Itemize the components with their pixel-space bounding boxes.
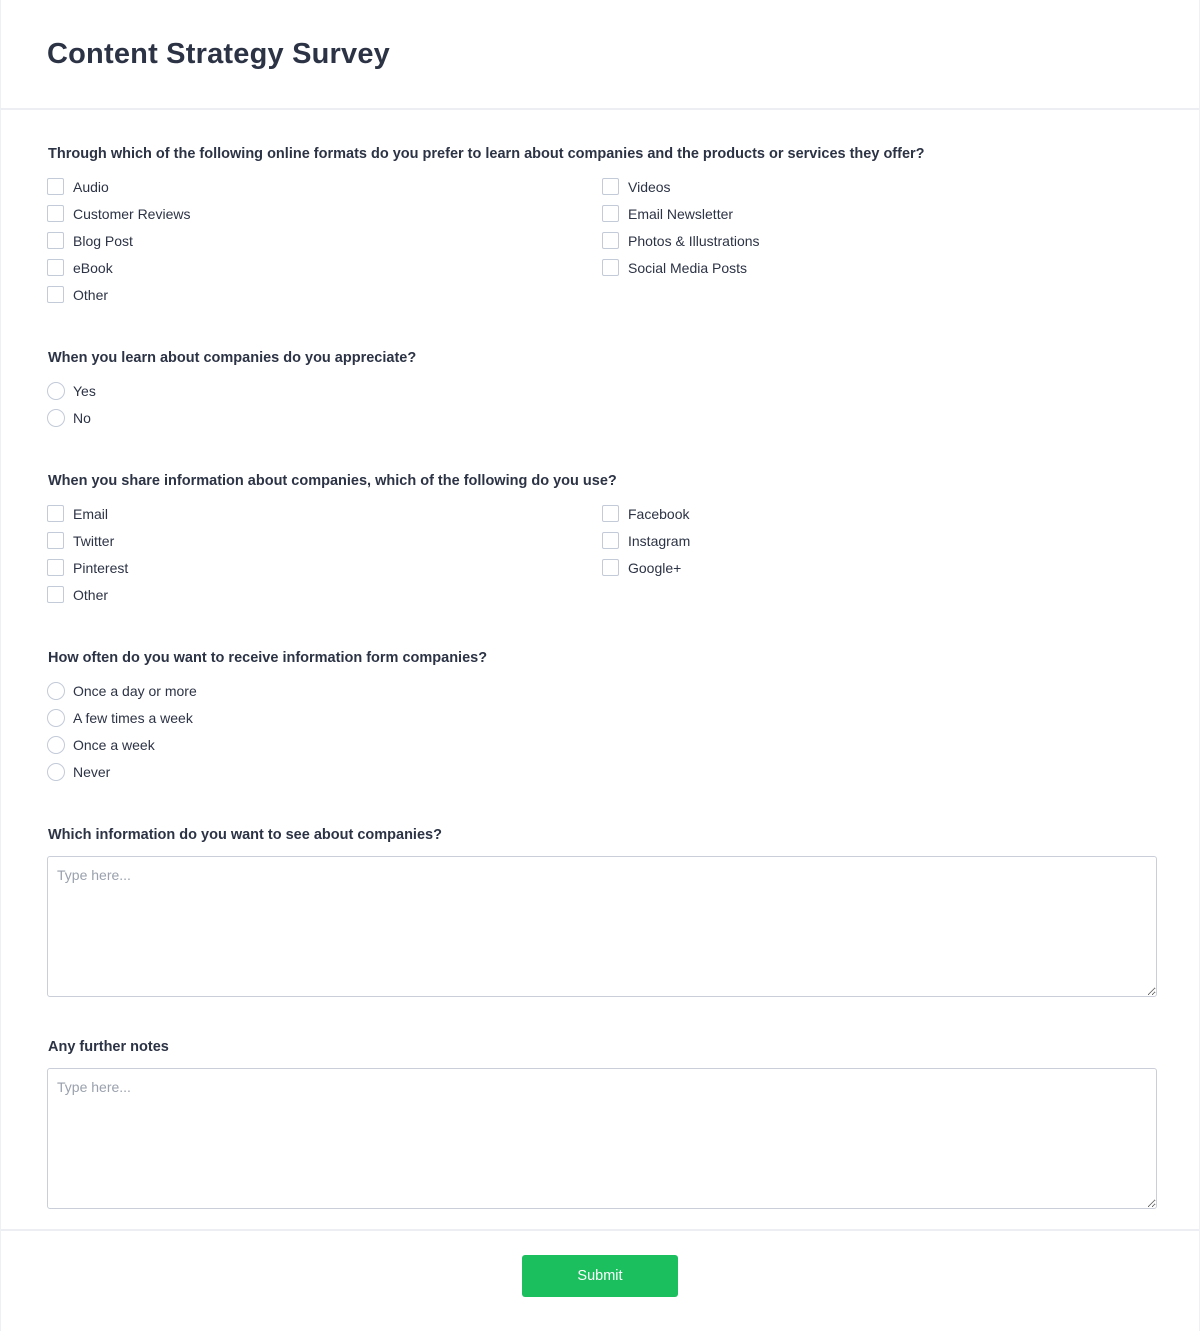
option-label: Instagram [628, 532, 691, 549]
question-information-wanted [47, 825, 1154, 997]
checkbox[interactable] [602, 178, 619, 195]
checkbox[interactable] [47, 286, 64, 303]
checkbox-option[interactable] [47, 254, 602, 281]
checkbox[interactable] [602, 532, 619, 549]
checkbox-option[interactable] [47, 554, 602, 581]
question-frequency [47, 648, 1154, 785]
radio-button[interactable] [47, 736, 65, 754]
checkbox[interactable] [47, 232, 64, 249]
question-further-notes [47, 1037, 1154, 1209]
checkbox[interactable] [47, 505, 64, 522]
question-label: When you learn about companies do you appreciate? [48, 350, 417, 366]
checkbox-option[interactable] [47, 281, 602, 308]
checkbox[interactable] [602, 205, 619, 222]
question-label: When you share information about companies, which of the following do you use? [48, 473, 617, 489]
information-textarea[interactable] [47, 856, 1157, 997]
option-label: Never [73, 763, 111, 780]
option-label: No [73, 409, 91, 426]
checkbox-option[interactable] [47, 227, 602, 254]
checkbox[interactable] [47, 559, 64, 576]
checkbox-option[interactable] [602, 254, 1157, 281]
option-label: Google+ [628, 559, 682, 576]
page-title: Content Strategy Survey [47, 37, 391, 70]
question-label: Through which of the following online formats do you prefer to learn about companies and the products or services they offer? [48, 146, 925, 162]
question-appreciate [47, 348, 1154, 431]
checkbox-option[interactable] [47, 173, 602, 200]
question-online-formats [47, 144, 1154, 308]
option-label: Twitter [73, 532, 115, 549]
option-label: Pinterest [73, 559, 129, 576]
checkbox[interactable] [47, 205, 64, 222]
checkbox[interactable] [602, 259, 619, 276]
radio-option[interactable] [47, 758, 602, 785]
radio-button[interactable] [47, 409, 65, 427]
option-label: eBook [73, 259, 113, 276]
option-label: Other [73, 286, 109, 303]
checkbox[interactable] [47, 532, 64, 549]
option-label: Audio [73, 178, 109, 195]
option-label: Other [73, 586, 109, 603]
checkbox-option[interactable] [47, 581, 602, 608]
radio-option[interactable] [47, 404, 602, 431]
checkbox[interactable] [602, 559, 619, 576]
checkbox-option[interactable] [47, 200, 602, 227]
submit-button[interactable]: Submit [522, 1255, 678, 1297]
option-label: Once a day or more [73, 682, 197, 699]
form-header [1, 0, 1199, 110]
question-label: Which information do you want to see about companies? [48, 827, 442, 843]
radio-option[interactable] [47, 377, 602, 404]
checkbox[interactable] [47, 586, 64, 603]
option-label: Videos [628, 178, 671, 195]
checkbox-option[interactable] [602, 554, 1157, 581]
checkbox-group [47, 500, 1154, 608]
option-label: Once a week [73, 736, 155, 753]
radio-option[interactable] [47, 731, 602, 758]
form-body [1, 110, 1199, 1209]
radio-group [47, 377, 1154, 431]
option-label: A few times a week [73, 709, 193, 726]
checkbox-option[interactable] [47, 500, 602, 527]
checkbox[interactable] [47, 178, 64, 195]
checkbox[interactable] [602, 505, 619, 522]
option-label: Email Newsletter [628, 205, 734, 222]
option-label: Photos & Illustrations [628, 232, 760, 249]
option-label: Customer Reviews [73, 205, 191, 222]
question-share-channels [47, 471, 1154, 608]
checkbox-option[interactable] [602, 500, 1157, 527]
checkbox-option[interactable] [47, 527, 602, 554]
option-label: Yes [73, 382, 96, 399]
checkbox-option[interactable] [602, 527, 1157, 554]
option-label: Facebook [628, 505, 690, 522]
radio-button[interactable] [47, 682, 65, 700]
checkbox-option[interactable] [602, 227, 1157, 254]
radio-button[interactable] [47, 709, 65, 727]
question-label: Any further notes [48, 1039, 169, 1055]
form-footer [1, 1229, 1199, 1331]
radio-option[interactable] [47, 677, 602, 704]
checkbox[interactable] [47, 259, 64, 276]
question-label: How often do you want to receive information form companies? [48, 650, 488, 666]
radio-button[interactable] [47, 763, 65, 781]
checkbox-option[interactable] [602, 200, 1157, 227]
option-label: Blog Post [73, 232, 133, 249]
option-label: Email [73, 505, 109, 522]
notes-textarea[interactable] [47, 1068, 1157, 1209]
radio-button[interactable] [47, 382, 65, 400]
option-label: Social Media Posts [628, 259, 748, 276]
checkbox[interactable] [602, 232, 619, 249]
radio-option[interactable] [47, 704, 602, 731]
radio-group [47, 677, 1154, 785]
checkbox-option[interactable] [602, 173, 1157, 200]
checkbox-group [47, 173, 1154, 308]
